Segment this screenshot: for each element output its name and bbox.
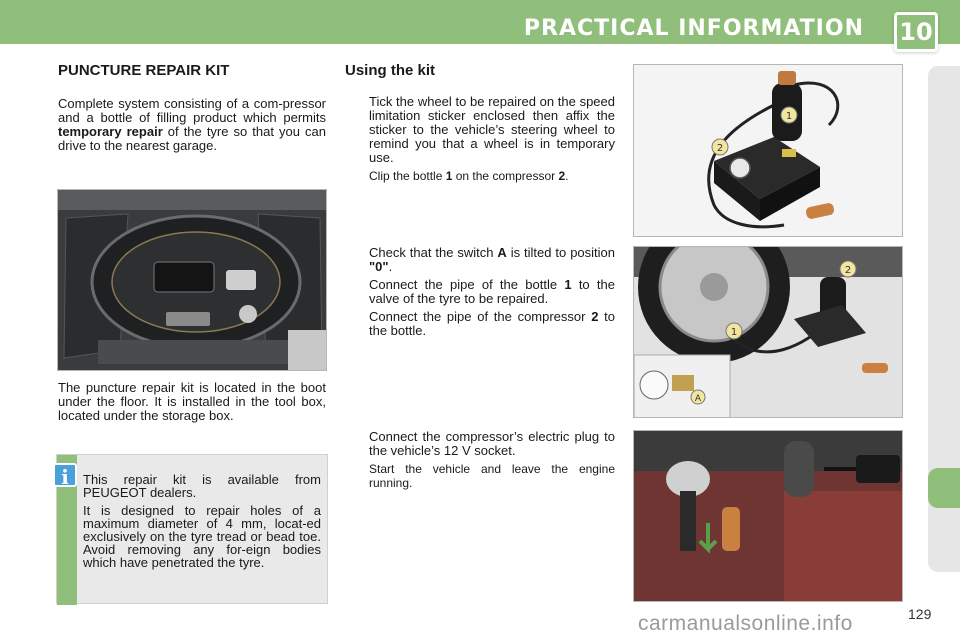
- step-start-engine: [345, 462, 615, 490]
- step-text: Clip the bottle: [369, 169, 446, 183]
- step-ref: A: [497, 245, 507, 260]
- step-ref: 2: [591, 309, 599, 324]
- kit-label-1: 1: [785, 111, 793, 122]
- intro-text-start: Complete system consisting of a com-pressor and a bottle of filling product which permits: [58, 96, 326, 125]
- wheel-label-a: A: [694, 394, 702, 404]
- step-ref: "0": [369, 259, 389, 274]
- steps-list-1: [345, 95, 615, 187]
- watermark: carmanualsonline.info: [638, 612, 853, 635]
- step-text: Connect the pipe of the bottle: [369, 277, 565, 292]
- wheel-connection-illustration: [634, 247, 903, 418]
- info-paragraph-hole-size: It is designed to repair holes of a maximum diameter of 4 mm, locat-ed exclusively on the tyre tread or bead toe. Avoid removing any for-eign bodies which have penetrated the tyre.: [83, 503, 321, 570]
- wheel-connection-photo: [633, 246, 903, 418]
- step-text: .: [565, 169, 569, 183]
- cabin-socket-illustration: [634, 431, 903, 602]
- step-connect-bottle-pipe: [345, 278, 615, 306]
- wheel-label-1: 1: [730, 327, 738, 338]
- step-text: to the valve of the tyre to be repaired.: [369, 277, 615, 306]
- compressor-kit-illustration: [634, 65, 903, 237]
- info-paragraph-dealer: This repair kit is available from PEUGEOT dealers.: [83, 472, 321, 500]
- step-text: Connect the pipe of the compressor: [369, 309, 592, 324]
- page-title: PRACTICAL INFORMATION: [523, 16, 864, 41]
- boot-toolbox-photo: [57, 189, 327, 371]
- step-clip-bottle: [345, 169, 615, 183]
- step-check-switch: [345, 246, 615, 274]
- step-connect-compressor-pipe: [345, 310, 615, 338]
- intro-paragraph: [58, 97, 326, 153]
- step-text: to the bottle.: [369, 309, 615, 338]
- section-heading-using-kit: Using the kit: [345, 62, 436, 79]
- compressor-kit-photo: [633, 64, 903, 237]
- boot-toolbox-illustration: [58, 190, 327, 371]
- step-connect-plug: [345, 430, 615, 458]
- step-text: is tilted to position: [506, 245, 615, 260]
- kit-label-2: 2: [716, 143, 724, 154]
- steps-list-2: [345, 246, 615, 342]
- step-text: Start the vehicle and leave the engine running.: [369, 462, 615, 490]
- intro-text-end: of the tyre so that you can drive to the nearest garage.: [58, 124, 327, 153]
- step-text: Connect the compressor’s electric plug to the vehicle’s 12 V socket.: [369, 429, 615, 458]
- info-text: [83, 473, 321, 574]
- chapter-badge: 10: [894, 12, 938, 52]
- step-text: Tick the wheel to be repaired on the speed limitation sticker enclosed then affix the sticker to the vehicle’s steering wheel to remind you that a wheel is in temporary use.: [369, 94, 615, 165]
- intro-text-bold: temporary repair: [58, 124, 163, 139]
- kit-location-paragraph: The puncture repair kit is located in the boot under the floor. It is installed in the tool box, located under the storage box.: [58, 380, 326, 423]
- section-heading-repair-kit: PUNCTURE REPAIR KIT: [58, 62, 230, 79]
- step-ref: 1: [564, 277, 572, 292]
- step-ref: 1: [445, 169, 453, 183]
- chapter-side-tab[interactable]: [928, 468, 960, 508]
- wheel-label-2: 2: [844, 265, 852, 276]
- step-text: .: [388, 259, 393, 274]
- step-ref: 2: [558, 169, 566, 183]
- steps-list-3: [345, 430, 615, 494]
- info-icon: i: [53, 463, 77, 487]
- step-tick-wheel: [345, 95, 615, 165]
- step-text: on the compressor: [452, 169, 559, 183]
- page-number: 129: [908, 606, 932, 622]
- step-text: Check that the switch: [369, 245, 498, 260]
- cabin-socket-photo: [633, 430, 903, 602]
- info-callout: [56, 454, 328, 604]
